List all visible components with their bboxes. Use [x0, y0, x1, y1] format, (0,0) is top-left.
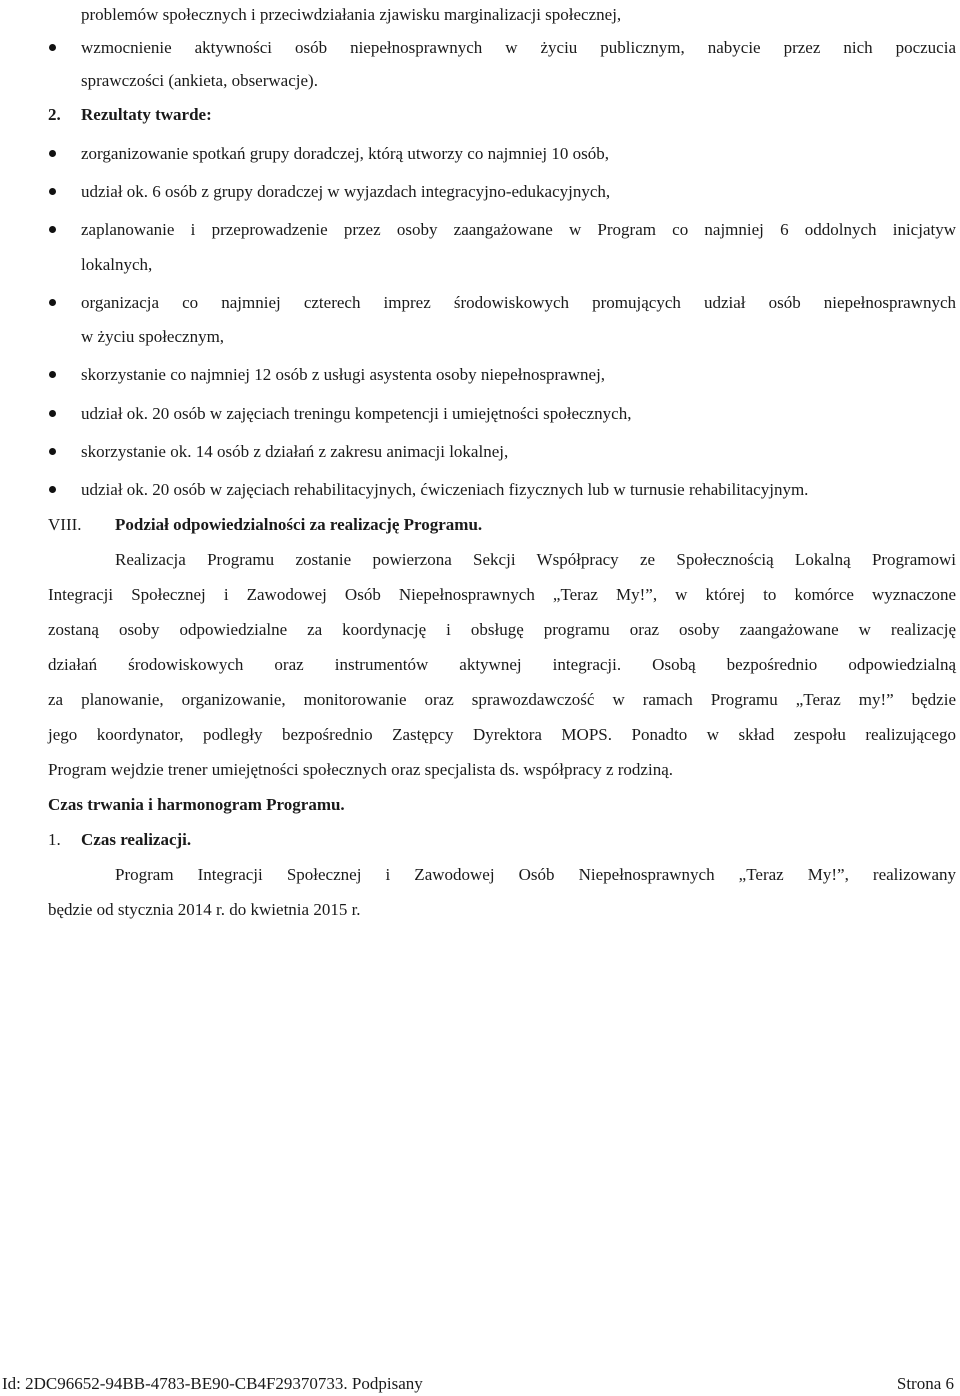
bullet-icon	[48, 479, 58, 501]
list-item: skorzystanie ok. 14 osób z działań z zakresu animacji lokalnej,	[81, 442, 509, 461]
list-item: zaplanowanie i przeprowadzenie przez osoby zaangażowane w Program co najmniej 6 oddolnych inicjatyw	[81, 220, 956, 239]
list-item: udział ok. 20 osób w zajęciach treningu kompetencji i umiejętności społecznych,	[81, 404, 632, 423]
list-item: organizacja co najmniej czterech imprez środowiskowych promujących udział osób niepełnosprawnych	[81, 293, 956, 312]
paragraph-line: Realizacja Programu zostanie powierzona Sekcji Współpracy ze Społecznością Lokalną Programowi	[115, 550, 956, 569]
section-number: 2.	[48, 105, 61, 124]
section-heading: Podział odpowiedzialności za realizację Programu.	[115, 515, 483, 534]
bullet-icon	[48, 292, 58, 314]
paragraph-line: Integracji Społecznej i Zawodowej Osób Niepełnosprawnych „Teraz My!”, w której to komórce wyznaczone	[48, 585, 956, 604]
bullet-icon	[48, 219, 58, 241]
list-item: wzmocnienie aktywności osób niepełnosprawnych w życiu publicznym, nabycie przez nich poczucia	[81, 38, 956, 57]
section-heading: Czas trwania i harmonogram Programu.	[48, 795, 345, 814]
list-item-continuation: sprawczości (ankieta, obserwacje).	[81, 71, 318, 90]
section-heading: Rezultaty twarde:	[81, 105, 212, 124]
footer-document-id: Id: 2DC96652-94BB-4783-BE90-CB4F29370733. Podpisany	[2, 1374, 423, 1393]
section-heading: Czas realizacji.	[81, 830, 192, 849]
list-item-continuation: w życiu społecznym,	[81, 327, 225, 346]
list-item-continuation: lokalnych,	[81, 255, 153, 274]
section-number: VIII.	[48, 515, 82, 534]
section-number: 1.	[48, 830, 61, 849]
bullet-icon	[48, 37, 58, 59]
list-item: zorganizowanie spotkań grupy doradczej, którą utworzy co najmniej 10 osób,	[81, 144, 609, 163]
paragraph-line: Program Integracji Społecznej i Zawodowej Osób Niepełnosprawnych „Teraz My!”, realizowany	[115, 865, 956, 884]
bullet-icon	[48, 441, 58, 463]
list-item-continuation: problemów społecznych i przeciwdziałania zjawisku marginalizacji społecznej,	[81, 5, 622, 24]
paragraph-line: za planowanie, organizowanie, monitorowanie oraz sprawozdawczość w ramach Programu „Teraz my!” będzie	[48, 690, 956, 709]
bullet-icon	[48, 181, 58, 203]
paragraph-line: jego koordynator, podległy bezpośrednio Zastępcy Dyrektora MOPS. Ponadto w skład zespołu realizującego	[48, 725, 956, 744]
footer-page-number: Strona 6	[896, 1374, 954, 1393]
paragraph-line: będzie od stycznia 2014 r. do kwietnia 2015 r.	[48, 900, 361, 919]
paragraph-line: zostaną osoby odpowiedzialne za koordynację i obsługę programu oraz osoby zaangażowane w realizację	[48, 620, 956, 639]
list-item: udział ok. 20 osób w zajęciach rehabilitacyjnych, ćwiczeniach fizycznych lub w turnusie rehabilitacyjnym.	[81, 480, 809, 499]
bullet-icon	[48, 403, 58, 425]
list-item: skorzystanie co najmniej 12 osób z usługi asystenta osoby niepełnosprawnej,	[81, 365, 606, 384]
paragraph-line: Program wejdzie trener umiejętności społecznych oraz specjalista ds. współpracy z rodziną.	[48, 760, 673, 779]
list-item: udział ok. 6 osób z grupy doradczej w wyjazdach integracyjno-edukacyjnych,	[81, 182, 611, 201]
bullet-icon	[48, 143, 58, 165]
paragraph-line: działań środowiskowych oraz instrumentów aktywnej integracji. Osobą bezpośrednio odpowiedzialną	[48, 655, 956, 674]
bullet-icon	[48, 364, 58, 386]
